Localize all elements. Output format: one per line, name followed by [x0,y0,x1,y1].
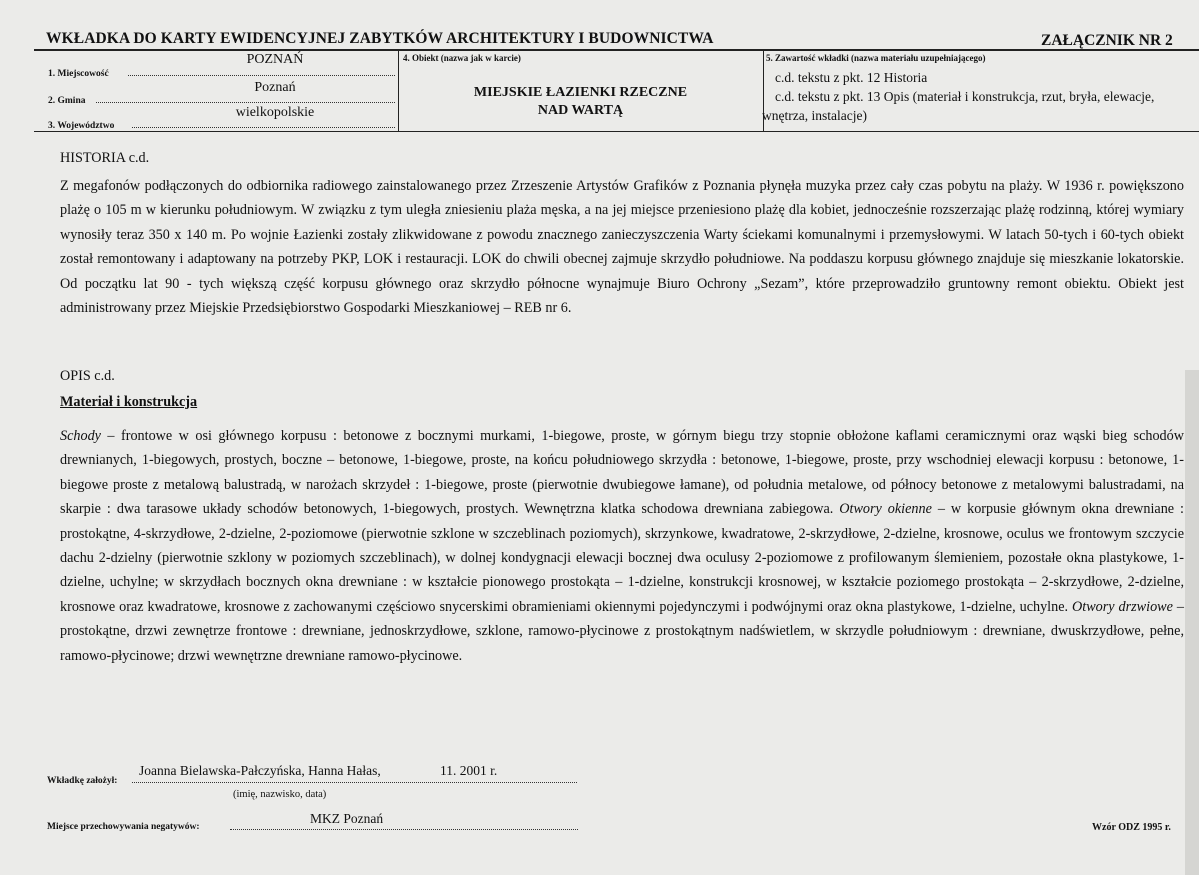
scan-edge-shadow [1185,370,1199,875]
gmina-value: Poznań [254,80,296,95]
opis-text-block [60,424,1184,668]
material-konstrukcja-subheading: Materiał i konstrukcja [60,394,198,410]
okna-text: – w korpusie głównym okna drewniane : prostokątne, 4-skrzydłowe, 2-dzielne, 2-poziomowe (pierwotnie szklone w szczeblinach poziomych), skrzynkowe, kwadratowe, 2-skrzydłowe, 2-dzielne, krosnowe, oculus we frontowym szczycie dachu 2-dzielny (pierwotnie szklony w poziomych szczeblinach), w dolnej kondygnacji elewacji bocznej dwa oculusy 2-poziomowe z profilowanym ślemieniem, pozostałe okna plastykowe, 1-dzielne, uchylne; w skrzydłach bocznych okna drewniane : w kształcie pionowego prostokąta – 1-dzielne, konstrukcji krosnowej, w kształcie poziomego prostokąta – 2-skrzydłowe, 2-dzielne, krosnowe oraz kwadratowe, krosnowe z zachowanymi częściowo snycerskimi obramieniami okiennymi pojedynczymi i podwójnymi oraz okna plastykowe, 1-dzielne, uchylne. [60,501,1184,615]
opis-heading: OPIS c.d. [60,368,115,384]
insert-date-value: 11. 2001 r. [440,763,498,778]
authors-hint: (imię, nazwisko, data) [233,789,327,800]
historia-text-block [60,174,1184,320]
okna-label: Otwory okienne [839,501,932,518]
miejscowosc-dotted-line [128,75,395,76]
schody-label: Schody – [60,428,115,444]
miejscowosc-label: 1. Miejscowość [48,69,109,79]
zalozyl-label: Wkładkę założył: [47,776,118,786]
wojewodztwo-dotted-line [132,127,395,128]
object-name [403,84,758,120]
zalozyl-dotted-line [132,782,577,783]
drzwi-label: Otwory drzwiowe [1072,598,1173,615]
annex-number: ZAŁĄCZNIK NR 2 [1041,32,1173,49]
gmina-dotted-line [96,102,395,103]
header-rule [34,49,1199,51]
object-label: 4. Obiekt (nazwa jak w karcie) [403,53,521,63]
object-name-line2: NAD WARTĄ [537,103,624,118]
document-title: WKŁADKA DO KARTY EWIDENCYJNEJ ZABYTKÓW ARCHITEKTURY I BUDOWNICTWA [46,30,714,47]
contents-line-1: c.d. tekstu z pkt. 12 Historia [775,70,928,85]
negatywy-dotted-line [230,829,578,830]
contents-label: 5. Zawartość wkładki (nazwa materiału uzupełniającego) [766,53,986,63]
gmina-label: 2. Gmina [48,96,86,106]
authors-value: Joanna Bielawska-Pałczyńska, Hanna Hałas, [139,763,381,778]
contents-line-3: wnętrza, instalacje) [762,108,867,123]
object-name-line1: MIEJSKIE ŁAZIENKI RZECZNE [473,85,688,100]
column-divider-1 [398,51,399,131]
contents-line-2: c.d. tekstu z pkt. 13 Opis (materiał i konstrukcja, rzut, bryła, elewacje, [775,89,1155,104]
historia-paragraph: Z megafonów podłączonych do odbiornika radiowego zainstalowanego przez Zrzeszenie Artystów Grafików z Poznania płynęła muzyka przez cały czas pobytu na plaży. W 1936 r. powiększono plażę o 105 m w kierunku południowym. W związku z tym uległa zniesieniu plaża męska, a na jej miejsce przeniesiono plażę dla kobiet, jednocześnie rozszerzając plażę rodzinną, której wymiary wynosiły teraz 350 x 140 m. Po wojnie Łazienki zostały zlikwidowane z powodu znacznego zanieczyszczenia Warty ściekami komunalnymi i przemysłowymi. W latach 50-tych i 60-tych obiekt został remontowany i adaptowany na potrzeby PKP, LOK i restauracji. LOK do chwili obecnej zajmuje skrzydło południowe. Na poddaszu korpusu głównego znajduje się mieszkanie lokatorskie. Od początku lat 90 - tych większą część korpusu głównego oraz skrzydło północne wynajmuje Biuro Ochrony „Sezam”, które przeprowadziło gruntowny remont obiektu. Obiekt jest administrowany przez Miejskie Przedsiębiorstwo Gospodarki Mieszkaniowej – REB nr 6. [60,178,1184,317]
opis-paragraph [60,424,1184,668]
wojewodztwo-label: 3. Województwo [48,121,115,131]
negatywy-value: MKZ Poznań [310,811,384,826]
schody-text: frontowe w osi głównego korpusu : betonowe z bocznymi murkami, 1-biegowe, proste, w górnym biegu trzy stopnie obłożone kaflami ceramicznymi oraz wąski bieg schodów drewnianych, 1-biegowych, prostych, boczne – betonowe, 1-biegowe, proste, na końcu południowego skrzydła : betonowe, 1-biegowe, proste, przy wschodniej elewacji korpusu : betonowe, 1-biegowe proste z metalową balustradą, w narożach skrzydeł : 1-biegowe, proste (pierwotnie dwubiegowe łamane), od południa metalowe, od północy betonowe z metalowymi balustradami, na skarpie : dwa tarasowe układy schodów betonowych, 1-biegowych, prostych. Wewnętrzna klatka schodowa drewniana zabiegowa. [60,428,1184,518]
form-template-id: Wzór ODZ 1995 r. [1092,822,1171,833]
negatywy-label: Miejsce przechowywania negatywów: [47,822,200,832]
historia-heading: HISTORIA c.d. [60,150,150,166]
header-box-bottom-rule [34,131,1199,132]
miejscowosc-value: POZNAŃ [246,52,304,67]
wojewodztwo-value: wielkopolskie [235,105,315,120]
drzwi-text: – prostokątne, drzwi zewnętrze frontowe : drewniane, jednoskrzydłowe, szklone, ramowo-płycinowe z prostokątnym nadświetlem, w skrzydle południowym : drewniane, dwuskrzydłowe, pełne, ramowo-płycinowe; drzwi wewnętrzne drewniane ramowo-płycinowe. [60,598,1185,664]
